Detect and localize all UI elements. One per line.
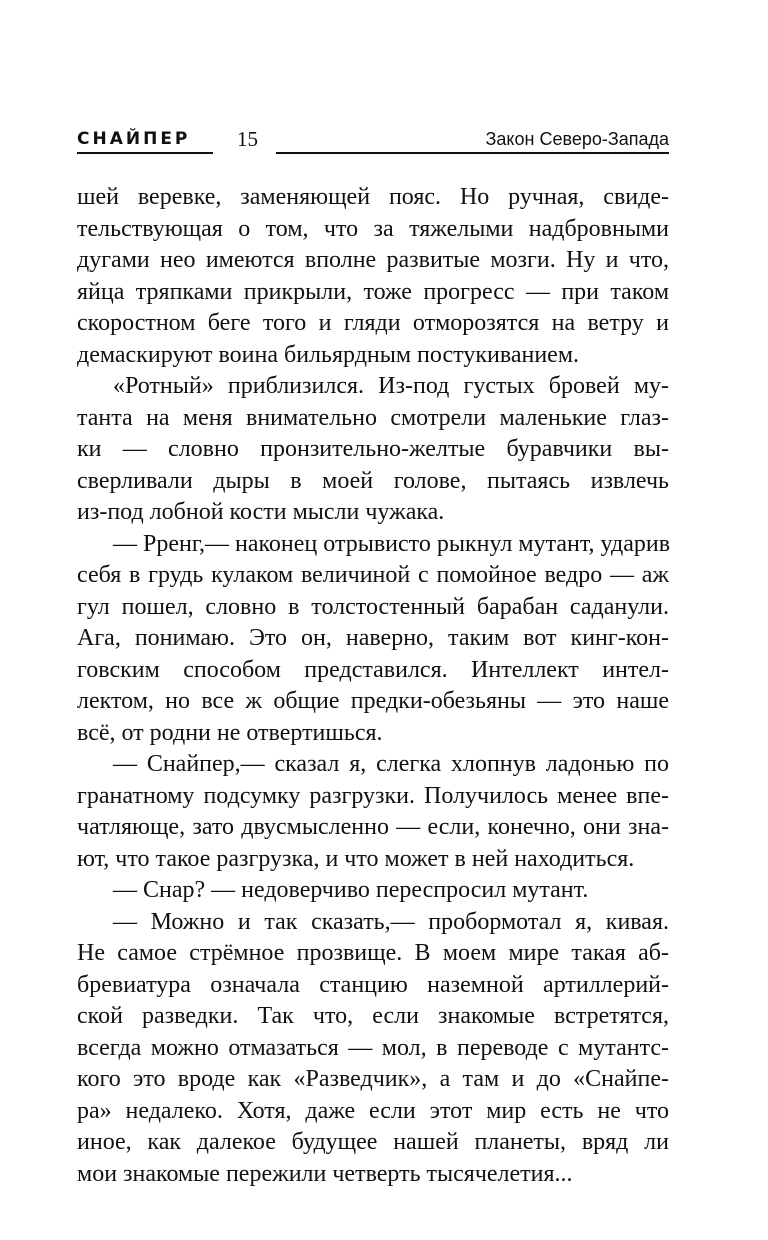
text-line: гул пошел, словно в толстостенный барабан саданули.: [77, 593, 669, 620]
text-line: танта на меня внимательно смотрели маленькие глаз-: [77, 404, 669, 431]
text-line: гранатному подсумку разгрузки. Получилось менее впе-: [77, 782, 669, 809]
text-line: лектом, но все ж общие предки-обезьяны — это наше: [77, 688, 669, 714]
text-line: бревиатура означала станцию наземной артиллерий-: [77, 971, 669, 998]
header-rule-right: [276, 152, 669, 154]
text-line: ра» недалеко. Хотя, даже если этот мир есть не что: [77, 1097, 669, 1124]
running-title: Закон Северо-Запада: [485, 129, 669, 149]
text-line: — Можно и так сказать,— пробормотал я, кивая.: [113, 908, 669, 935]
text-line: Не самое стрёмное прозвище. В моем мире такая аб-: [77, 940, 669, 966]
text-line: иное, как далекое будущее нашей планеты, вряд ли: [77, 1129, 669, 1155]
text-line: Ага, понимаю. Это он, наверно, таким вот кинг-кон-: [77, 625, 669, 651]
text-line: «Ротный» приблизился. Из-под густых бровей му-: [113, 373, 669, 399]
text-line: — Рренг,— наконец отрывисто рыкнул мутант, ударив: [113, 530, 671, 557]
text-line: говским способом представился. Интеллект интел-: [77, 656, 669, 683]
text-line: яйца тряпками прикрыли, тоже прогресс — при таком: [77, 278, 669, 305]
text-line: — Снар? — недоверчиво переспросил мутант.: [113, 877, 589, 903]
text-line: из-под лобной кости мысли чужака.: [77, 499, 445, 525]
text-line: тельствующая о том, что за тяжелыми надбровными: [77, 215, 669, 242]
text-line: ской разведки. Так что, если знакомые встретятся,: [77, 1003, 669, 1029]
body-text: [77, 182, 669, 1190]
text-line: шей веревке, заменяющей пояс. Но ручная, свиде-: [77, 184, 669, 210]
series-title: СНАЙПЕР: [77, 129, 191, 149]
text-line: чатляюще, зато двусмысленно — если, конечно, они зна-: [77, 814, 669, 840]
page-header: [77, 128, 669, 158]
text-line: кого это вроде как «Разведчик», а там и до «Снайпе-: [77, 1066, 669, 1092]
text-line: — Снайпер,— сказал я, слегка хлопнув ладонью по: [113, 751, 669, 777]
page-number: 15: [237, 127, 258, 151]
text-line: ки — словно пронзительно-желтые буравчики вы-: [77, 436, 669, 462]
text-line: дугами нео имеются вполне развитые мозги. Ну и что,: [77, 247, 669, 273]
text-line: себя в грудь кулаком величиной с помойное ведро — аж: [77, 562, 669, 588]
text-line: всегда можно отмазаться — мол, в переводе с мутантс-: [77, 1034, 669, 1061]
text-line: демаскируют воина бильярдным постукиванием.: [77, 341, 580, 368]
text-line: скоростном беге того и гляди отморозятся на ветру и: [77, 310, 669, 336]
text-line: мои знакомые пережили четверть тысячелетия...: [77, 1160, 573, 1187]
text-line: всё, от родни не отвертишься.: [77, 719, 383, 746]
text-line: сверливали дыры в моей голове, пытаясь извлечь: [77, 467, 669, 494]
header-rule-left: [77, 152, 213, 154]
text-line: ют, что такое разгрузка, и что может в ней находиться.: [77, 845, 635, 872]
